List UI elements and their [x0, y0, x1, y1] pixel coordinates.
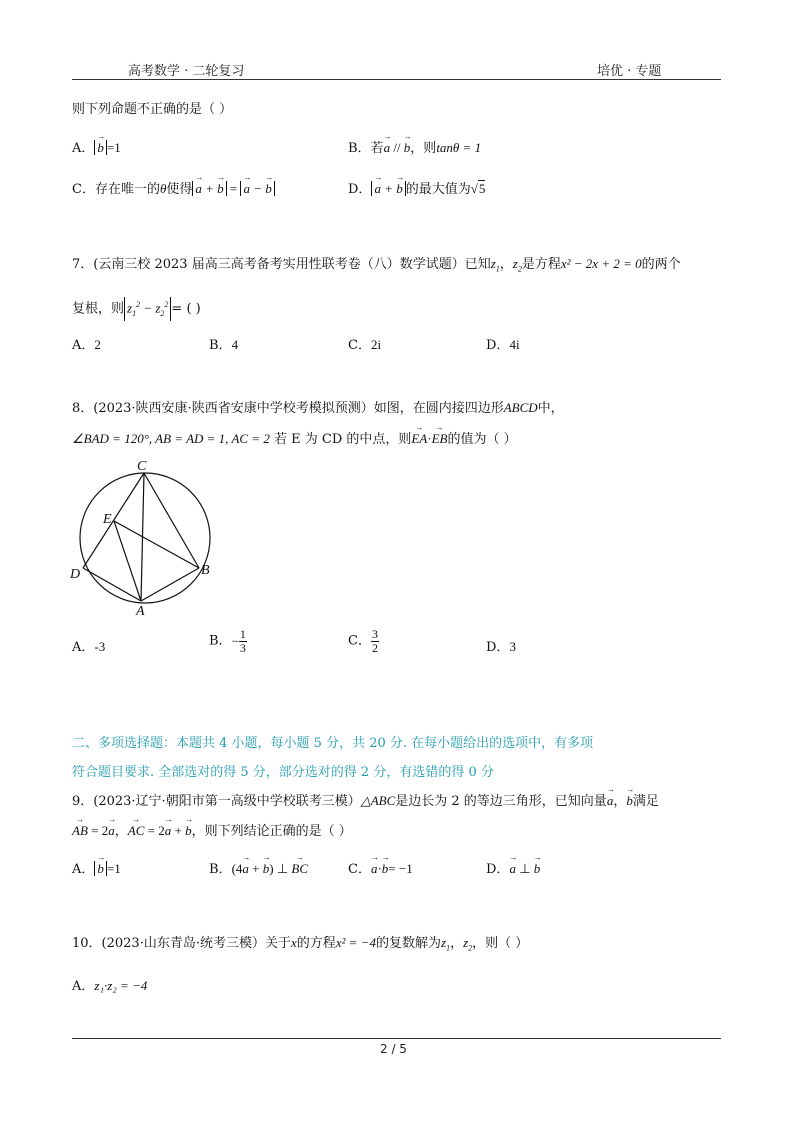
q9-line2-end: ，则下列结论正确的是（ ）	[191, 824, 352, 839]
q10-line1: 10．(2023·山东青岛·统考三模）关于x的方程x² = −4的复数解为$z_1$，$z_2$，则（ ）	[72, 935, 529, 953]
option-label: C．存在唯一的	[72, 182, 160, 197]
q7-line2: 复根，则 $z_1^2 - z_2^2$ = ( )	[72, 297, 201, 321]
segment-EA	[114, 521, 141, 601]
q6-stem: 则下列命题不正确的是（ ）	[72, 102, 233, 117]
q10-line1-tail: ，则（ ）	[472, 936, 529, 951]
vector-b-abs: → b	[94, 140, 107, 155]
q7-equation: x² − 2x + 2 = 0	[560, 256, 642, 271]
q8-line2-end: 的值为（ ）	[447, 432, 517, 447]
q6-optB-end: tanθ = 1	[436, 140, 482, 155]
q9-triangle: △ABC	[360, 793, 396, 808]
q10-equation: x² = −4	[335, 935, 376, 950]
option-label: B．若	[348, 141, 384, 156]
q7-option-b: B．4	[209, 337, 239, 353]
q10-source: 10．(2023·山东青岛·统考三模）关于	[72, 936, 291, 951]
q8-option-d: D．3	[486, 639, 516, 655]
q8-line1-end: 中，	[537, 401, 564, 416]
q6-optA-value: =1	[106, 140, 121, 155]
header-left: 高考数学 · 二轮复习	[128, 64, 245, 79]
q9-line1-tail: 满足	[632, 794, 659, 809]
q8-option-b: B．− $\frac{1}{3}$	[209, 627, 246, 655]
option-label: D．	[348, 182, 372, 197]
segment-CD	[83, 473, 144, 568]
q6-option-a	[72, 139, 121, 158]
q6-optC-end: 使得	[166, 182, 193, 197]
section2-heading-line2: 符合题目要求. 全部选对的得 5 分，部分选对的得 2 分，有选错的得 0 分	[72, 765, 494, 780]
segment-CB	[144, 473, 199, 568]
label-A: A	[136, 604, 145, 619]
q7-mid: 是方程	[521, 257, 561, 272]
q7-option-d: D．4i	[486, 337, 520, 353]
page-number: 2 / 5	[380, 1042, 407, 1056]
circle-quadrilateral-figure	[66, 455, 226, 620]
q7-option-a: A．2	[72, 337, 101, 353]
q8-source: 8．(2023·陕西安康·陕西省安康中学校考模拟预测）如图，在圆内接四边形	[72, 401, 504, 416]
q6-option-d: D．→ a + → b 的最大值为√5	[348, 180, 485, 199]
q9-line1: 9．(2023·辽宁·朝阳市第一高级中学校联考三模）△ABC是边长为 2 的等边三角形，已知向量→ a，→ b满足	[72, 792, 659, 811]
header-right: 培优 · 专题	[597, 64, 662, 79]
q10-option-a: A．z₁·z₂ = −4	[72, 978, 148, 994]
q8-option-c: C． $\frac{3}{2}$	[348, 627, 378, 655]
q6-optC-theta: θ	[159, 181, 167, 196]
q10-var: x	[290, 935, 297, 950]
segment-EB	[114, 521, 199, 568]
q9-option-a: A．→ b =1	[72, 860, 121, 879]
label-B: B	[201, 563, 210, 578]
header-divider	[72, 79, 721, 80]
q7-line1: 7．(云南三校 2023 届高三高考备考实用性联考卷（八）数学试题）已知$z_1$，$z_2$是方程x² − 2x + 2 = 0的两个	[72, 256, 681, 274]
q8-line1	[72, 399, 564, 418]
q7-line2-pre: 复根，则	[72, 301, 125, 317]
q9-option-d: D．→ a ⊥ → b	[486, 860, 540, 879]
q8-option-a: A．-3	[72, 639, 106, 655]
q6-option-b: B．若→ a // → b，则tanθ = 1	[348, 139, 481, 158]
q9-source: 9．(2023·辽宁·朝阳市第一高级中学校联考三模）	[72, 794, 361, 809]
q10-line1-end: 的复数解为	[375, 936, 441, 951]
label-E: E	[103, 512, 112, 527]
q7-line2-end: = ( )	[171, 301, 201, 317]
segment-DA	[83, 568, 141, 601]
q7-source: 7．(云南三校 2023 届高三高考备考实用性联考卷（八）数学试题）已知	[72, 257, 491, 272]
q7-option-c: C．2i	[348, 337, 382, 353]
q8-equation: ∠BAD = 120°, AB = AD = 1, AC = 2	[72, 431, 270, 446]
label-D: D	[70, 567, 81, 582]
q8-quad: ABCD	[503, 400, 538, 415]
q9-line1-end: 是边长为 2 的等边三角形，已知向量	[395, 794, 607, 809]
footer-divider	[72, 1038, 721, 1039]
option-label: A．	[72, 141, 95, 156]
q6-optB-mid: ，则	[410, 141, 437, 156]
q9-line2: → AB = 2→ a，→ AC = 2→ a + → b，则下列结论正确的是（ ）	[72, 822, 352, 841]
q10-mid: 的方程	[296, 936, 336, 951]
q9-option-b: B．(4→ a + → b) ⊥ → BC	[209, 860, 308, 879]
q8-line2: ∠BAD = 120°, AB = AD = 1, AC = 2 若 E 为 CD 的中点，则→ EA·→ EB的值为（ ）	[72, 430, 517, 449]
q9-option-c: C．→ a·→ b= −1	[348, 860, 413, 879]
q6-option-c: C．存在唯一的θ使得→ a + → b = → a − → b	[72, 180, 275, 199]
q7-end: 的两个	[641, 257, 681, 272]
q8-line2-mid: 若 E 为 CD 的中点，则	[273, 432, 412, 447]
q10-optA-value: z₁·z₂ = −4	[94, 978, 148, 993]
section2-heading-line1: 二、多项选择题：本题共 4 小题，每小题 5 分，共 20 分. 在每小题给出的选项中，有多项	[72, 736, 594, 751]
label-C: C	[137, 459, 147, 474]
q6-optD-text: 的最大值为	[405, 182, 471, 197]
